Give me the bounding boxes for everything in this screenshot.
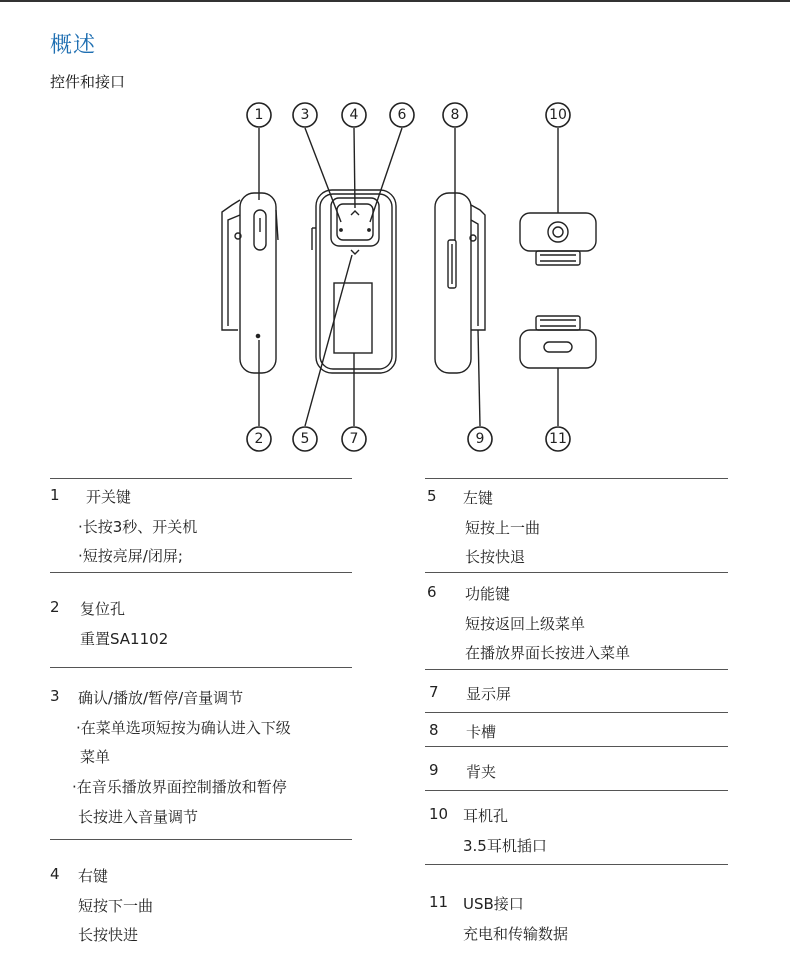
svg-text:1: 1 xyxy=(254,107,264,123)
side-view-right xyxy=(435,193,485,373)
item-name: 确认/播放/暂停/音量调节 xyxy=(78,689,244,707)
item-line: 充电和传输数据 xyxy=(463,925,569,943)
item-name: 复位孔 xyxy=(80,600,126,618)
divider xyxy=(425,669,728,670)
item-name: 右键 xyxy=(78,867,109,885)
item-number: 8 xyxy=(429,721,439,739)
divider xyxy=(50,839,352,840)
callout-2 xyxy=(247,427,271,451)
divider xyxy=(50,572,352,573)
svg-text:4: 4 xyxy=(349,107,359,123)
top-view-jack xyxy=(520,213,596,265)
item-number: 3 xyxy=(50,687,60,705)
divider xyxy=(425,864,728,865)
item-line: ·在菜单选项短按为确认进入下级 xyxy=(76,719,291,737)
callout-11 xyxy=(546,427,570,451)
callout-4 xyxy=(342,103,366,127)
item-number: 1 xyxy=(50,486,60,504)
svg-text:7: 7 xyxy=(349,431,359,447)
page-title: 概述 xyxy=(50,33,97,58)
svg-text:8: 8 xyxy=(450,107,460,123)
device-diagram xyxy=(0,0,790,470)
divider xyxy=(50,478,352,479)
item-line: 短按返回上级菜单 xyxy=(465,615,586,633)
svg-text:6: 6 xyxy=(397,107,407,123)
svg-text:11: 11 xyxy=(549,431,567,447)
bottom-view-usb xyxy=(520,316,596,368)
front-view xyxy=(312,190,396,373)
divider xyxy=(425,478,728,479)
callout-9 xyxy=(468,427,492,451)
item-number: 6 xyxy=(427,583,437,601)
item-name: 耳机孔 xyxy=(463,807,509,825)
item-line: 长按进入音量调节 xyxy=(78,808,199,826)
item-line: 短按下一曲 xyxy=(78,897,154,915)
item-number: 2 xyxy=(50,598,60,616)
svg-text:3: 3 xyxy=(300,107,310,123)
item-line: ·长按3秒、开关机 xyxy=(78,518,198,536)
section-subtitle: 控件和接口 xyxy=(50,73,126,91)
item-line: ·短按亮屏/闭屏; xyxy=(78,547,183,565)
callout-1 xyxy=(247,103,271,127)
item-number: 5 xyxy=(427,487,437,505)
callout-3 xyxy=(293,103,317,127)
divider xyxy=(425,746,728,747)
callout-5 xyxy=(293,427,317,451)
item-line: 菜单 xyxy=(80,748,111,766)
item-line: 短按上一曲 xyxy=(465,519,541,537)
item-line: ·在音乐播放界面控制播放和暂停 xyxy=(72,778,287,796)
item-name: 显示屏 xyxy=(466,685,512,703)
side-view-left xyxy=(222,193,278,373)
item-name: 左键 xyxy=(463,489,494,507)
item-number: 7 xyxy=(429,683,439,701)
item-number: 11 xyxy=(429,893,449,911)
item-line: 重置SA1102 xyxy=(80,630,169,648)
divider xyxy=(425,790,728,791)
item-line: 长按快进 xyxy=(78,926,139,944)
divider xyxy=(425,712,728,713)
callout-7 xyxy=(342,427,366,451)
item-name: 开关键 xyxy=(86,488,132,506)
item-name: 卡槽 xyxy=(466,723,497,741)
svg-text:10: 10 xyxy=(549,107,567,123)
svg-text:5: 5 xyxy=(300,431,310,447)
item-line: 3.5耳机插口 xyxy=(463,837,547,855)
item-number: 4 xyxy=(50,865,60,883)
divider xyxy=(425,572,728,573)
divider xyxy=(50,667,352,668)
item-line: 在播放界面长按进入菜单 xyxy=(465,644,631,662)
item-line: 长按快退 xyxy=(465,548,526,566)
item-name: USB接口 xyxy=(463,895,524,913)
item-number: 9 xyxy=(429,761,439,779)
item-number: 10 xyxy=(429,805,449,823)
callout-10 xyxy=(546,103,570,127)
item-name: 背夹 xyxy=(466,763,497,781)
item-name: 功能键 xyxy=(465,585,511,603)
svg-text:9: 9 xyxy=(475,431,485,447)
callout-8 xyxy=(443,103,467,127)
callout-6 xyxy=(390,103,414,127)
svg-text:2: 2 xyxy=(254,431,264,447)
